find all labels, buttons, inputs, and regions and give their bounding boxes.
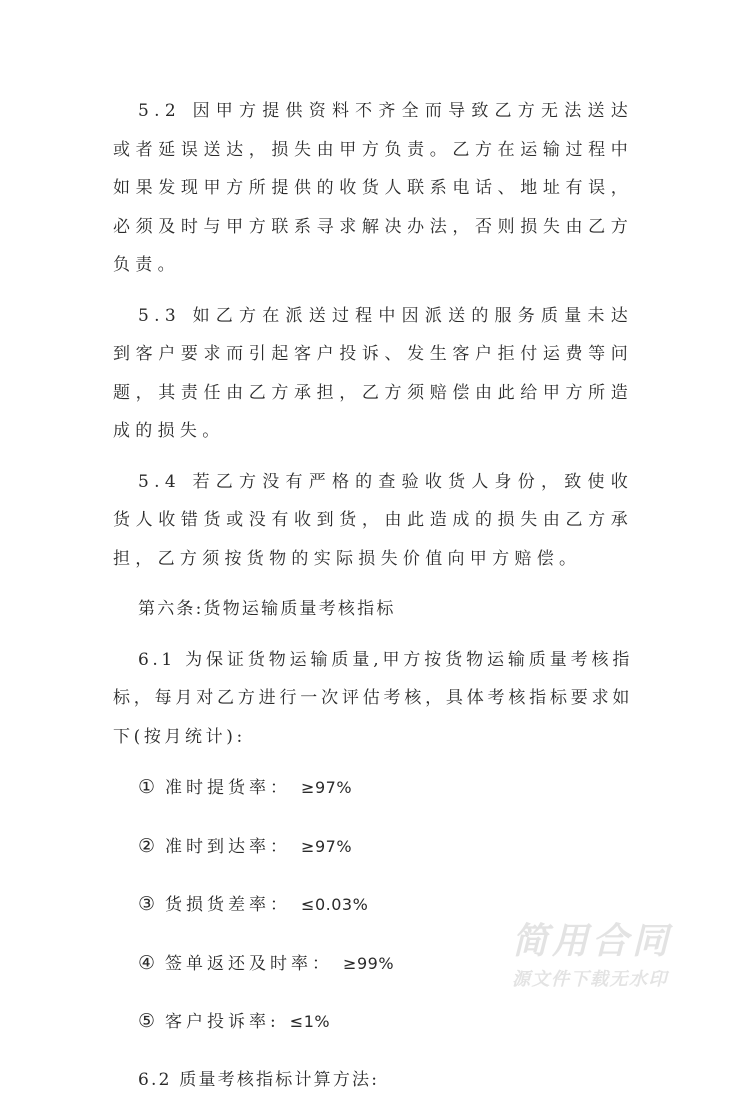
indicator-number: ②: [138, 834, 156, 857]
indicator-value: ≥97%: [301, 836, 353, 856]
clause-5-3: 5.3 如乙方在派送过程中因派送的服务质量未达到客户要求而引起客户投诉、发生客户拒付运费等问题，其责任由乙方承担，乙方须赔偿由此给甲方所造成的损失。: [113, 305, 633, 441]
indicator-number: ③: [138, 893, 156, 915]
indicator-number: ①: [138, 776, 156, 798]
indicator-label: 准时到达率：: [165, 836, 292, 857]
indicator-item: [113, 827, 633, 867]
indicator-value: ≤0.03%: [301, 895, 369, 914]
indicator-item: [113, 1002, 633, 1042]
clause-5-4: 5.4 若乙方没有严格的查验收货人身份，致使收货人收错货或没有收到货，由此造成的损失由乙方承担，乙方须按货物的实际损失价值向甲方赔偿。: [113, 471, 633, 569]
indicator-item: [113, 885, 633, 925]
indicator-label: 准时提货率：: [165, 778, 292, 798]
clause-6-2: 6.2 质量考核指标计算方法:: [138, 1069, 380, 1090]
article-6-heading: 第六条:货物运输质量考核指标: [138, 599, 396, 619]
indicator-label: 货损货差率：: [165, 895, 292, 915]
watermark-title: 简用合同: [512, 921, 673, 962]
clause-6-1: 6.1 为保证货物运输质量,甲方按货物运输质量考核指标，每月对乙方进行一次评估考核，具体考核指标要求如下(按月统计):: [113, 649, 633, 747]
clause-5-2: 5.2 因甲方提供资料不齐全而导致乙方无法送达或者延误送达，损失由甲方负责。乙方在运输过程中如果发现甲方所提供的收货人联系电话、地址有误，必须及时与甲方联系寻求解决办法，否则损失由乙方负责。: [113, 101, 633, 275]
indicator-number: ⑤: [138, 1010, 156, 1032]
indicator-value: ≥97%: [301, 778, 353, 797]
indicator-number: ④: [138, 951, 156, 974]
indicator-item: [113, 768, 633, 808]
watermark: [512, 922, 702, 992]
indicator-label: 客户投诉率:: [165, 1012, 280, 1032]
indicator-value: ≤1%: [289, 1012, 331, 1031]
indicator-value: ≥99%: [343, 953, 395, 973]
indicator-label: 签单返还及时率：: [165, 953, 334, 974]
watermark-subtitle: 源文件下载无水印: [512, 969, 668, 990]
